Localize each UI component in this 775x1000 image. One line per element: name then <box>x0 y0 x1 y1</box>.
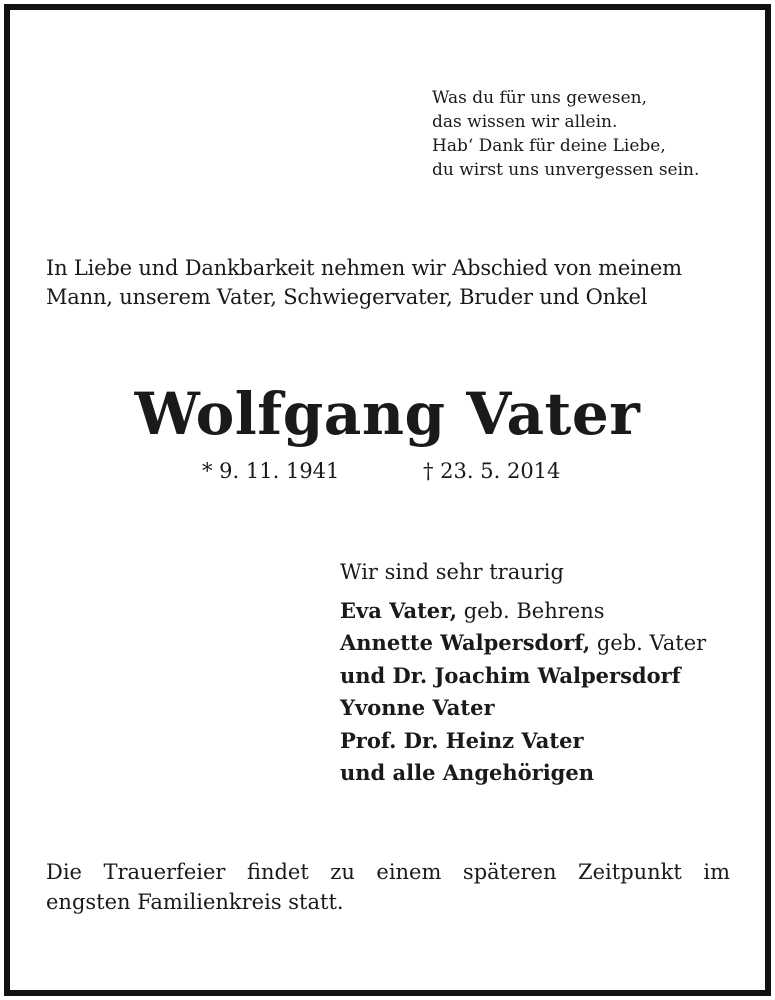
poem-line: das wissen wir allein. <box>432 112 618 132</box>
poem-line: du wirst uns unvergessen sein. <box>432 160 700 180</box>
mourner-entry <box>340 595 706 628</box>
mourner-name: und Dr. Joachim Walpersdorf <box>340 662 681 688</box>
mourner-entry <box>340 627 706 660</box>
mourner-entry <box>340 725 706 758</box>
mourner-name: und alle Angehörigen <box>340 760 594 785</box>
mourner-name: Annette Walpersdorf, <box>340 630 591 655</box>
mourners-list <box>340 556 706 790</box>
mourner-entry <box>340 660 706 693</box>
funeral-notice <box>46 857 730 917</box>
mourners-lead: Wir sind sehr traurig <box>340 560 564 584</box>
mourner-name: Eva Vater, <box>340 597 458 623</box>
poem-line: Was du für uns gewesen, <box>432 88 647 108</box>
mourner-note: geb. Vater <box>590 631 707 655</box>
birth-date: * 9. 11. 1941 <box>202 459 340 483</box>
mourner-note: geb. Behrens <box>457 598 605 623</box>
intro-text <box>46 254 730 312</box>
mourner-entry <box>340 757 706 790</box>
deceased-name: Wolfgang Vater <box>134 380 641 448</box>
poem <box>432 86 699 182</box>
intro-line: In Liebe und Dankbarkeit nehmen wir Abschied von meinem <box>46 256 682 280</box>
mourner-entry <box>340 692 706 725</box>
funeral-notice-line: Die Trauerfeier findet zu einem späteren Zeitpunkt im <box>46 860 730 884</box>
intro-line: Mann, unserem Vater, Schwiegervater, Bruder und Onkel <box>46 285 648 309</box>
death-date: † 23. 5. 2014 <box>423 459 561 483</box>
mourner-name: Prof. Dr. Heinz Vater <box>340 727 584 753</box>
poem-line: Hab‘ Dank für deine Liebe, <box>432 136 666 156</box>
funeral-notice-line: engsten Familienkreis statt. <box>46 890 344 914</box>
mourner-name: Yvonne Vater <box>340 695 495 720</box>
